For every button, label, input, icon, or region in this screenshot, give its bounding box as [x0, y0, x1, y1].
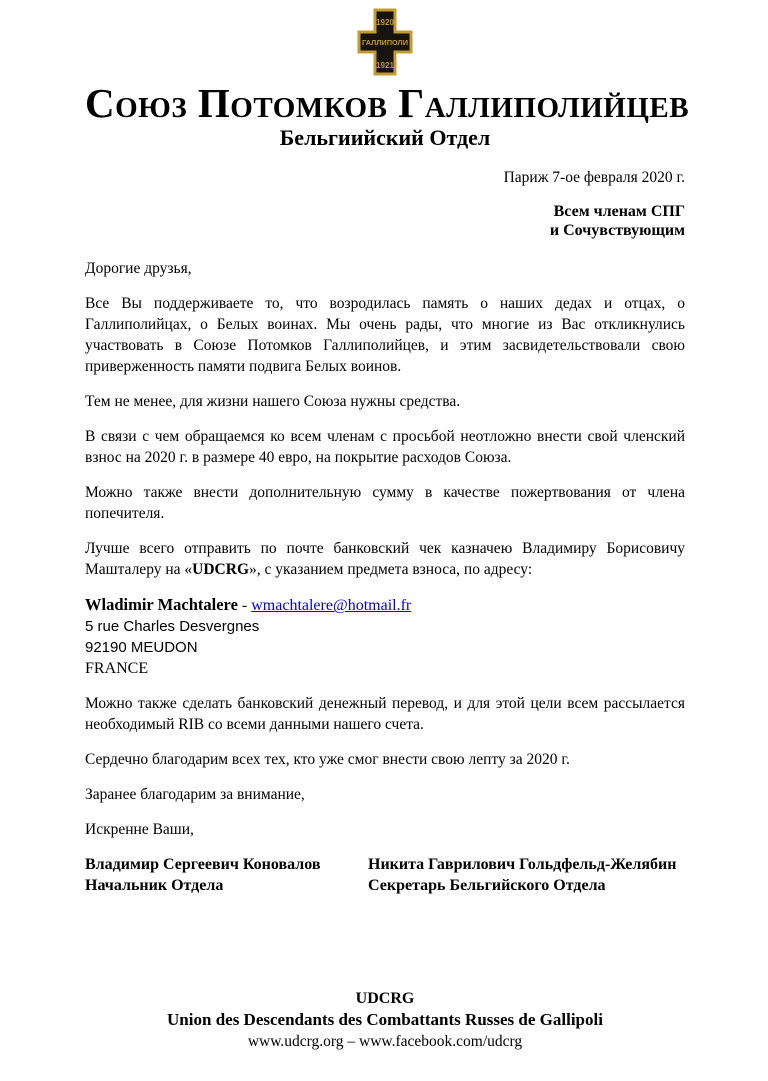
paragraph-bank-transfer: Можно также сделать банковский денежный перевод, и для этой цели всем рассылается необходимый RIB со всеми данными нашего счета.	[85, 695, 685, 734]
email-link[interactable]: wmachtalere@hotmail.fr	[251, 597, 412, 615]
signature-left	[85, 854, 368, 896]
signer-title: Секретарь Бельгийского Отдела	[368, 877, 606, 895]
paragraph-support: Все Вы поддерживаете то, что возродилась память о наших дедах и отцах, о Галлиполийцах, о Белых воинах. Мы очень рады, что многие из Вас откликнулись участвовать в Союзе Потомков Галлиполийцев, и этим засвидетельствовали свою приверженность памяти подвига Белых воинов.	[85, 295, 685, 376]
org-title: Союз Потомков Галлиполийцев	[85, 80, 690, 126]
contact-block	[85, 594, 685, 679]
logo-year-bottom: 1921	[376, 61, 394, 70]
signature-block	[85, 854, 685, 896]
letter-body	[85, 258, 685, 840]
paragraph-donation: Можно также внести дополнительную сумму в качестве пожертвования от члена попечителя.	[85, 484, 685, 523]
footer-org-name: Union des Descendants des Combattants Russes de Gallipoli	[167, 1010, 603, 1030]
signer-name: Никита Гаврилович Гольдфельд-Желябин	[368, 856, 677, 874]
logo-name: ГАЛЛИПОЛИ	[362, 38, 408, 47]
paragraph-cheque	[85, 538, 685, 580]
contact-country: FRANCE	[85, 660, 149, 678]
paragraph-membership-fee: В связи с чем обращаемся ко всем членам с просьбой неотложно внести свой членский взнос на 2020 г. в размере 40 евро, на покрытие расходов Союза.	[85, 428, 685, 467]
signer-title: Начальник Отдела	[85, 877, 224, 895]
gallipoli-cross-icon	[357, 8, 413, 76]
addressee-line-1: Всем членам СПГ	[553, 203, 685, 221]
contact-name: Wladimir Machtalere	[85, 595, 238, 615]
signer-name: Владимир Сергеевич Коновалов	[85, 856, 321, 874]
addressee-block	[85, 202, 685, 240]
cheque-org-acronym: UDCRG	[192, 561, 250, 579]
contact-city: 92190 MEUDON	[85, 639, 198, 657]
letter-footer	[85, 988, 685, 1052]
footer-acronym: UDCRG	[355, 990, 415, 1008]
org-subtitle: Бельгиийский Отдел	[279, 125, 491, 151]
contact-street: 5 rue Charles Desvergnes	[85, 618, 260, 636]
paragraph-thanks: Сердечно благодарим всех тех, кто уже смог внести свою лепту за 2020 г.	[85, 751, 570, 769]
footer-links: www.udcrg.org – www.facebook.com/udcrg	[247, 1033, 523, 1051]
contact-name-line	[85, 594, 685, 616]
dateline: Париж 7-ое февраля 2020 г.	[503, 169, 685, 187]
letter-meta	[85, 167, 685, 240]
closing: Искренне Ваши,	[85, 821, 194, 839]
logo-year-top: 1920	[376, 18, 394, 27]
signature-right	[368, 854, 685, 896]
cheque-text-after: », с указанием предмета взноса, по адресу:	[249, 561, 533, 579]
contact-separator: -	[237, 597, 252, 615]
addressee-line-2: и Сочувствующим	[549, 222, 685, 240]
salutation: Дорогие друзья,	[85, 260, 192, 278]
paragraph-funds-needed: Тем не менее, для жизни нашего Союза нужны средства.	[85, 393, 461, 411]
paragraph-thanks-attention: Заранее благодарим за внимание,	[85, 786, 305, 804]
cheque-text-before: Лучше всего отправить по почте банковский чек казначею Владимиру Борисовичу Машталеру на «	[85, 540, 685, 579]
